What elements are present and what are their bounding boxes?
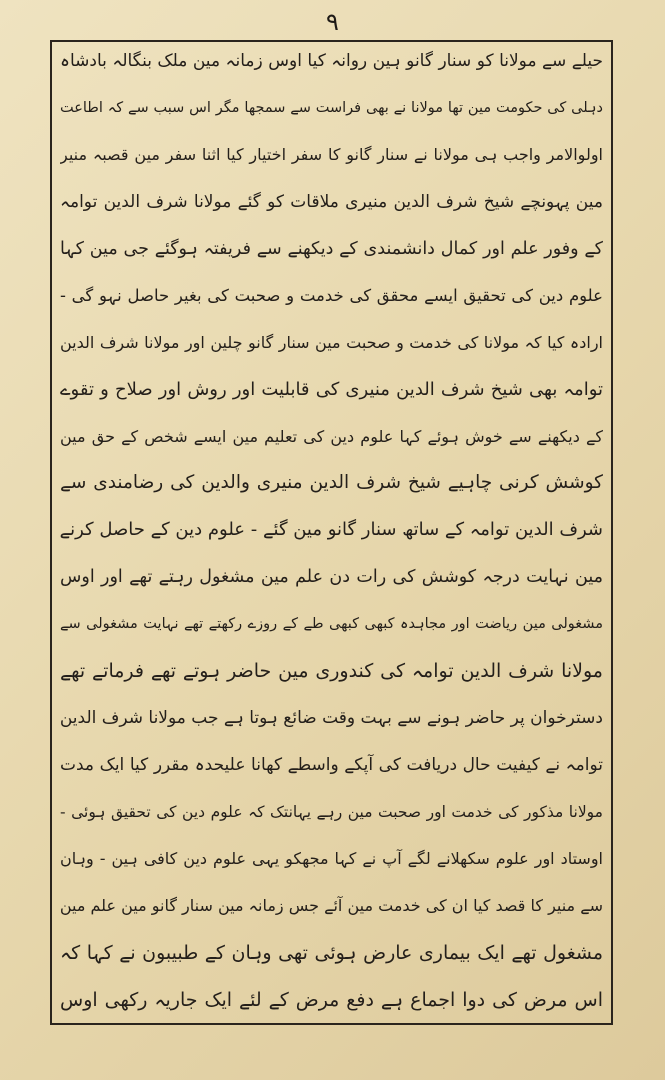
text-line: توامہ بھی شیخ شرف الدین منیری کی قابلیت اور روش اور صلاح و تقوے [60, 378, 603, 400]
page-number: ۹ [326, 8, 339, 36]
text-line: مشغولی مین ریاضت اور مجاہدہ کبھی کبھی طے کے روزے رکھتے تھے نہایت مشغولی سے [60, 616, 603, 633]
text-line: سے منیر کا قصد کیا ان کی خدمت مین آئے جس زمانہ مین سنار گانو مین علم مین [60, 895, 603, 915]
text-line: مین نہایت درجہ کوشش کی رات دن علم مین مشغول رہتے تھے اور اوس [60, 567, 603, 588]
text-line: دہلی کی حکومت مین تھا مولانا نے بھی فراست سے سمجھا مگر اس سبب سے کہ اطاعت [60, 99, 603, 116]
text-line: علوم دین کی تحقیق ایسے محقق کی خدمت و صحبت کی بغیر حاصل نہو گی - [60, 285, 603, 305]
text-line: اولوالامر واجب ہی مولانا نے سنار گانو کا سفر اختیار کیا اثنا سفر مین قصبہ منیر [60, 144, 603, 164]
text-line: مولانا شرف الدین توامہ کی کندوری مین حاضر ہوتے تھے فرماتے تھے [60, 660, 603, 683]
text-line: مشغول تھے ایک بیماری عارض ہوئی تھی وہان کے طبیبون نے کہا کہ [60, 941, 603, 964]
text-line: ارادہ کیا کہ مولانا کی خدمت و صحبت مین سنار گانو چلین اور مولانا شرف الدین [60, 332, 603, 352]
text-line: دسترخوان پر حاضر ہونے سے بہت وقت ضائع ہوتا ہے جب مولانا شرف الدین [60, 708, 603, 729]
text-line: کے دیکھنے سے خوش ہوئے کہا علوم دین کی تعلیم مین ایسے شخص کے حق مین [60, 426, 603, 446]
text-line: کوشش کرنی چاہیے شیخ شرف الدین منیری والدین کی رضامندی سے [60, 472, 603, 494]
text-line: اوستاد اور علوم سکھلانے لگے آپ نے کہا مجھکو یہی علوم دین کافی ہین - وہان [60, 848, 603, 868]
body-text [56, 44, 607, 1021]
text-line: توامہ نے کیفیت حال دریافت کی آپکے واسطے کھانا علیحدہ مقرر کیا ایک مدت [60, 755, 603, 776]
text-line: اس مرض کی دوا اجماع ہے دفع مرض کے لئے ایک جاریہ رکھی اوس [60, 988, 603, 1011]
text-line: حیلے سے مولانا کو سنار گانو ہین روانہ کیا اوس زمانہ مین ملک بنگالہ بادشاہ [60, 51, 603, 71]
text-line: مولانا مذکور کی خدمت اور صحبت مین رہے یہانتک کہ علوم دین کی تحقیق ہوئی - [60, 803, 603, 821]
text-line: شرف الدین توامہ کے ساتھ سنار گانو مین گئے - علوم دین کے حاصل کرنے [60, 519, 603, 541]
text-line: کے وفور علم اور کمال دانشمندی کے دیکھنے سے فریفتہ ہوگئے جی مین کہا [60, 238, 603, 259]
text-line: مین پہونچے شیخ شرف الدین منیری ملاقات کو گئے مولانا شرف الدین توامہ [60, 191, 603, 212]
